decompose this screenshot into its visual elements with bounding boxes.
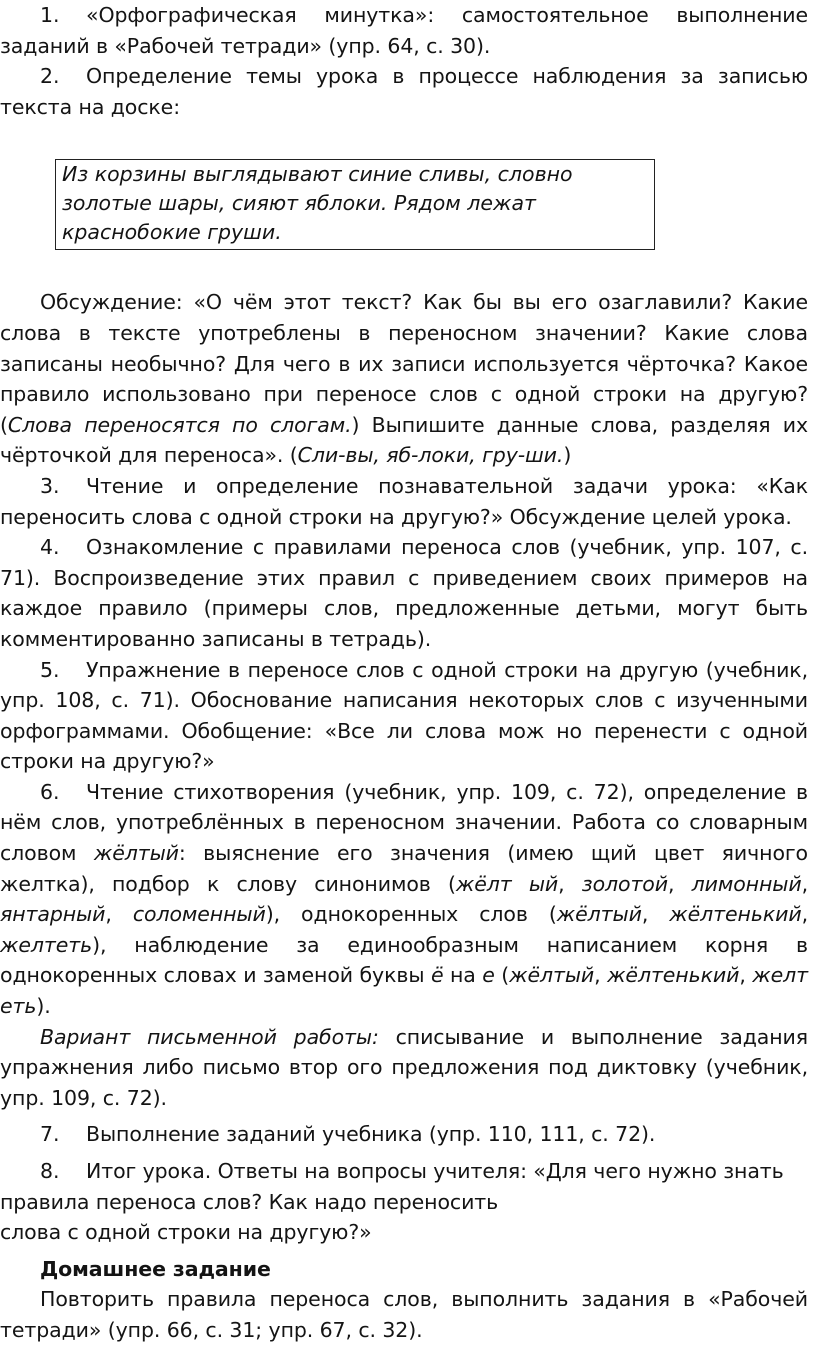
board-text-line: Из корзины выглядывают синие сливы, словно bbox=[62, 162, 573, 187]
board-text-box bbox=[55, 159, 655, 250]
item-4-number: 4. bbox=[40, 535, 60, 560]
item-6-text: Чтение стихотворения (учебник, упр. 109, с. 72), определение в нём слов, употреблённых в переносном значении. Работа со словарным словом bbox=[0, 779, 808, 866]
item-7-text: Выполнение заданий учебника (упр. 110, 111, с. 72). bbox=[86, 1122, 656, 1147]
item-6-italic-word: янтарный bbox=[0, 902, 106, 927]
item-6-text: на bbox=[443, 963, 483, 988]
item-6-italic-word: желт еть bbox=[0, 963, 808, 1019]
item-1-number: 1. bbox=[40, 3, 60, 27]
item-1 bbox=[0, 0, 808, 61]
item-1-text: «Орфографическая минутка»: самостоятельное выполнение заданий в «Рабочей тетради» (упр. 64, с. 30). bbox=[0, 3, 808, 58]
discussion-answer-rule: Слова переносятся по слогам. bbox=[7, 412, 352, 437]
item-6-italic-word: жёлтенький bbox=[669, 902, 802, 927]
item-6-text: ( bbox=[494, 963, 510, 988]
homework-text: Повторить правила переноса слов, выполнить задания в «Рабочей тетради» (упр. 66, с. 31; упр. 67, с. 32). bbox=[0, 1287, 808, 1342]
item-6-italic-word: жёлтый bbox=[509, 963, 595, 988]
item-2-number: 2. bbox=[40, 64, 60, 89]
discussion-answer-words: Сли-вы, яб-локи, гру-ши. bbox=[297, 443, 564, 468]
item-6-italic-word: жёлтый bbox=[556, 902, 642, 927]
variant-label: Вариант письменной работы: bbox=[40, 1024, 379, 1049]
item-6-text: ), однокоренных слов ( bbox=[265, 902, 557, 927]
item-2 bbox=[0, 61, 808, 122]
item-6-text: , bbox=[801, 871, 808, 896]
item-8-text-continued: слова с одной строки на другую?» bbox=[0, 1220, 372, 1245]
item-6-text: , bbox=[667, 871, 692, 896]
discussion-text: ) bbox=[563, 443, 572, 468]
item-4 bbox=[0, 532, 808, 654]
item-5-text: Упражнение в переносе слов с одной строки на другую (учебник, упр. 108, с. 71). Обоснование написания некоторых слов с изученными орфограммами. Обобщение: «Все ли слова мож но перенести с одной строки на другую?» bbox=[0, 657, 808, 774]
item-5 bbox=[0, 655, 808, 777]
item-6-text: , bbox=[594, 963, 608, 988]
item-7-number: 7. bbox=[40, 1122, 60, 1147]
item-7 bbox=[0, 1119, 808, 1150]
item-6-text: , bbox=[739, 963, 753, 988]
discussion-text: Обсуждение: «О чём этот текст? Как бы вы его озаглавили? Какие слова в тексте употреблены в переносном значении? Какие слова записаны необычно? Для чего в их записи используется чёрточка? Какое правило использовано при переносе слов с одной строки на другую? ( bbox=[0, 290, 808, 437]
item-3-number: 3. bbox=[40, 473, 60, 498]
item-6-italic-word: жёлтый bbox=[93, 841, 179, 866]
discussion-paragraph bbox=[0, 287, 808, 471]
item-6-italic-letter: ё bbox=[430, 963, 444, 988]
item-2-text: Определение темы урока в процессе наблюдения за записью текста на доске: bbox=[0, 64, 808, 119]
item-8 bbox=[0, 1156, 808, 1248]
item-6-text: : выяснение его значения (имею щий цвет яичного желтка), подбор к слову синонимов ( bbox=[0, 841, 808, 896]
item-6-italic-word: жёлт ый bbox=[455, 871, 559, 896]
item-8-number: 8. bbox=[40, 1159, 60, 1183]
board-text-line: золотые шары, сияют яблоки. Рядом лежат bbox=[62, 191, 536, 216]
written-work-variant bbox=[0, 1022, 808, 1114]
item-6-italic-word: желтеть bbox=[0, 932, 93, 957]
item-6-italic-word: соломенный bbox=[132, 902, 266, 927]
item-6-italic-word: золотой bbox=[581, 871, 668, 896]
item-3-text: Чтение и определение познавательной задачи урока: «Как переносить слова с одной строки на другую?» Обсуждение целей урока. bbox=[0, 473, 808, 529]
item-6-italic-word: лимонный bbox=[691, 871, 802, 896]
discussion-text: ) Выпишите данные слова, разделяя их чёрточкой для переноса». ( bbox=[0, 412, 808, 468]
item-6-italic-word: жёлтенький bbox=[607, 963, 740, 988]
board-text-line: краснобокие груши. bbox=[62, 220, 282, 245]
item-3 bbox=[0, 471, 808, 532]
item-8-text: Итог урока. Ответы на вопросы учителя: «Для чего нужно знать правила переноса слов? Как надо переносить bbox=[0, 1159, 784, 1214]
item-6-text: ), наблюдение за единообразным написанием корня в однокоренных словах и заменой буквы bbox=[0, 932, 808, 988]
item-6 bbox=[0, 777, 808, 1022]
item-6-text: , bbox=[558, 871, 582, 896]
item-4-text: Ознакомление с правилами переноса слов (учебник, упр. 107, с. 71). Воспроизведение этих правил с приведением своих примеров на каждое правило (примеры слов, предложенные детьми, могут быть комментированно записаны в тетрадь). bbox=[0, 535, 808, 651]
homework-heading: Домашнее задание bbox=[40, 1256, 271, 1281]
item-6-text: , bbox=[105, 902, 133, 927]
variant-text: списывание и выполнение задания упражнения либо письмо втор ого предложения под диктовку (учебник, упр. 109, с. 72). bbox=[0, 1024, 808, 1110]
item-5-number: 5. bbox=[40, 657, 60, 682]
item-6-italic-letter: е bbox=[482, 963, 495, 988]
item-6-text: , bbox=[641, 902, 670, 927]
item-6-text: ). bbox=[36, 994, 51, 1019]
item-6-number: 6. bbox=[40, 779, 60, 804]
item-6-text: , bbox=[801, 902, 808, 927]
